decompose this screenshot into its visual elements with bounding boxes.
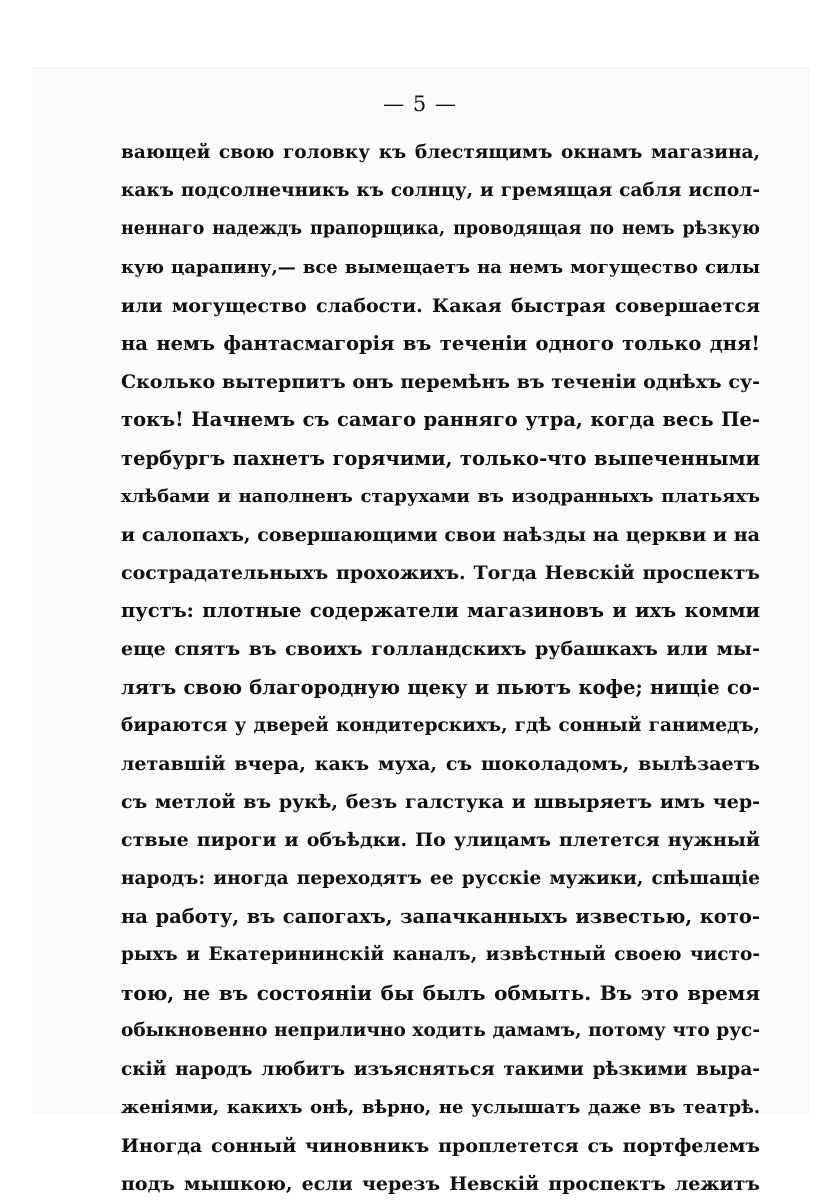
text-line: сострадательныхъ прохожихъ. Тогда Невскій проспектъ <box>121 562 760 585</box>
text-line: еще спятъ въ своихъ голландскихъ рубашкахъ или мы- <box>121 638 760 661</box>
text-line: бираются у дверей кондитерскихъ, гдѣ сонный ганимедъ, <box>121 714 760 736</box>
text-line: или могущество слабости. Какая быстрая совершается <box>121 294 760 317</box>
text-line: лятъ свою благородную щеку и пьютъ кофе; нищіе со- <box>121 675 760 699</box>
text-line: женіями, какихъ онѣ, вѣрно, не услышатъ даже въ театрѣ. <box>121 1096 760 1118</box>
text-line: ствые пироги и объѣдки. По улицамъ плетется нужный <box>121 829 760 852</box>
text-line: скій народъ любитъ изъясняться такими рѣзкими выра- <box>121 1058 760 1080</box>
text-line: подъ мышкою, если черезъ Невскій проспектъ лежитъ <box>121 1173 760 1196</box>
text-line: хлѣбами и наполненъ старухами въ изодранныхъ платьяхъ <box>121 485 760 507</box>
text-line: Сколько вытерпитъ онъ перемѣнъ въ теченіи однѣхъ су- <box>121 371 760 394</box>
text-line: обыкновенно неприлично ходить дамамъ, потому что рус- <box>121 1020 760 1042</box>
text-line: кую царапину,— все вымещаетъ на немъ могущество силы <box>121 256 760 278</box>
text-line: рыхъ и Екатерининскій каналъ, извѣстный своею чисто- <box>121 943 760 965</box>
text-line: вающей свою головку къ блестящимъ окнамъ магазина, <box>121 142 760 163</box>
text-line: народъ: иногда переходятъ ее русскіе мужики, спѣшащіе <box>121 867 760 889</box>
text-line: какъ подсолнечникъ къ солнцу, и гремящая сабля испол- <box>121 180 760 202</box>
text-line: тербургъ пахнетъ горячими, только-что выпеченными <box>121 446 760 470</box>
text-line: на работу, въ сапогахъ, запачканныхъ известью, кото- <box>121 904 760 928</box>
text-line: тою, не въ состояніи бы былъ обмыть. Въ это время <box>121 981 760 1006</box>
text-line: пустъ: плотные содержатели магазиновъ и ихъ комми <box>121 599 760 623</box>
text-line: летавшій вчера, какъ муха, съ шоколадомъ, вылѣзаетъ <box>121 753 760 775</box>
text-line: Иногда сонный чиновникъ проплетется съ портфелемъ <box>121 1134 760 1157</box>
page-number: — 5 — <box>383 92 457 116</box>
text-line: на немъ фантасмагорія въ теченіи одного только дня! <box>121 331 760 355</box>
text-line: и салопахъ, совершающими свои наѣзды на церкви и на <box>121 523 760 546</box>
text-line: неннаго надеждъ прапорщика, проводящая по немъ рѣзкую <box>121 219 760 240</box>
body-text <box>121 134 760 1203</box>
text-line: съ метлой въ рукѣ, безъ галстука и швыряетъ имъ чер- <box>121 791 760 814</box>
text-line: токъ! Начнемъ съ самаго ранняго утра, когда весь Пе- <box>121 408 760 432</box>
